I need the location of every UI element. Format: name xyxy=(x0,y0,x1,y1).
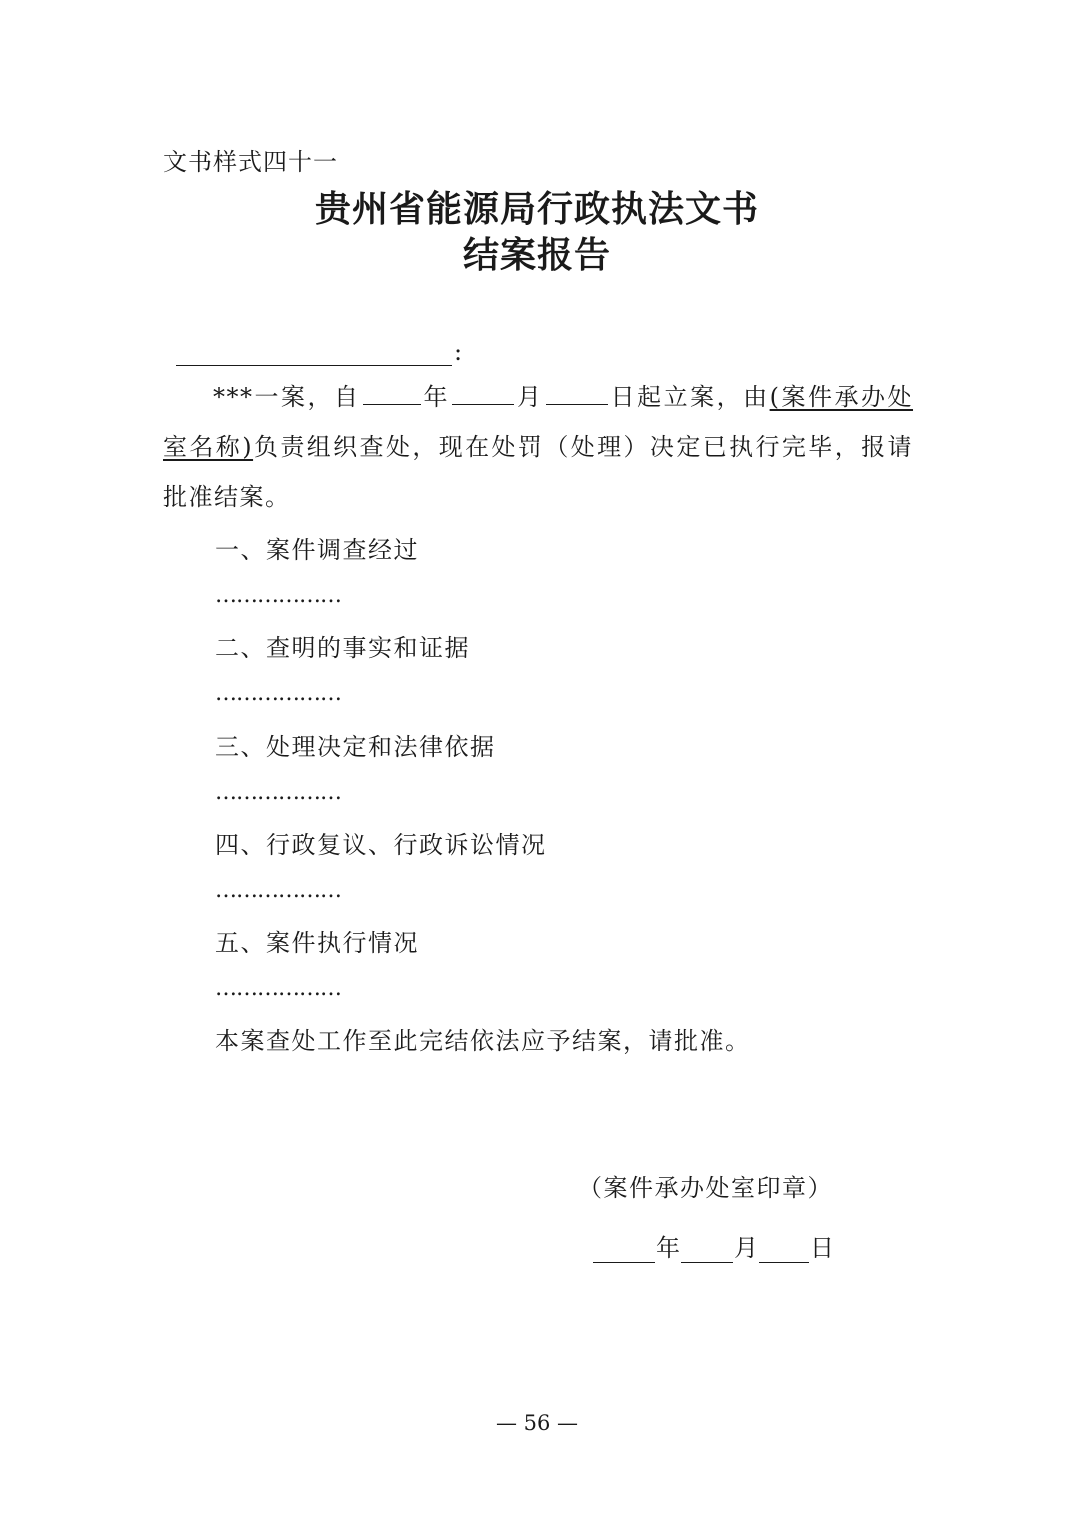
day-blank xyxy=(546,378,608,405)
seal-label: （案件承办处室印章） xyxy=(578,1174,833,1202)
date-year-blank xyxy=(593,1238,655,1263)
addressee-colon: : xyxy=(454,338,463,366)
date-day-label: 日 xyxy=(810,1234,834,1262)
case-prefix: ***一案，自 xyxy=(213,383,361,411)
document-subtitle: 结案报告 xyxy=(462,234,611,276)
month-label: 月 xyxy=(516,383,544,411)
date-month-label: 月 xyxy=(734,1234,758,1262)
section-content: ……………… xyxy=(215,681,341,706)
day-start-text: 日起立案，由 xyxy=(609,383,770,411)
addressee-blank xyxy=(176,343,452,366)
section-heading: 四、行政复议、行政诉讼情况 xyxy=(215,831,547,859)
section-heading: 三、处理决定和法律依据 xyxy=(215,733,496,761)
section-heading: 二、查明的事实和证据 xyxy=(215,634,470,662)
conclusion-text: 本案查处工作至此完结依法应予结案，请批准。 xyxy=(215,1027,751,1055)
section-heading: 五、案件执行情况 xyxy=(215,929,419,957)
paragraph-rest: 负责组织查处，现在处罚（处理）决定已执行完毕，报请批准结案。 xyxy=(163,433,913,511)
signature-date xyxy=(592,1228,834,1263)
date-month-blank xyxy=(681,1238,733,1263)
section-content: ……………… xyxy=(215,976,341,1001)
section-content: ……………… xyxy=(215,878,341,903)
dept-placeholder: (案件承办处室名称) xyxy=(163,383,914,461)
year-label: 年 xyxy=(422,383,451,411)
section-content: ……………… xyxy=(215,583,341,608)
month-blank xyxy=(452,378,514,405)
document-title: 贵州省能源局行政执法文书 xyxy=(314,188,759,230)
date-day-blank xyxy=(759,1238,809,1263)
report-paragraph xyxy=(163,372,913,522)
section-content: ……………… xyxy=(215,780,341,805)
date-year-label: 年 xyxy=(656,1234,680,1262)
section-heading: 一、案件调查经过 xyxy=(215,536,419,564)
form-code: 文书样式四十一 xyxy=(163,148,338,176)
page-number: — 56 — xyxy=(495,1411,579,1435)
addressee-line xyxy=(176,338,462,366)
year-blank xyxy=(363,378,421,405)
